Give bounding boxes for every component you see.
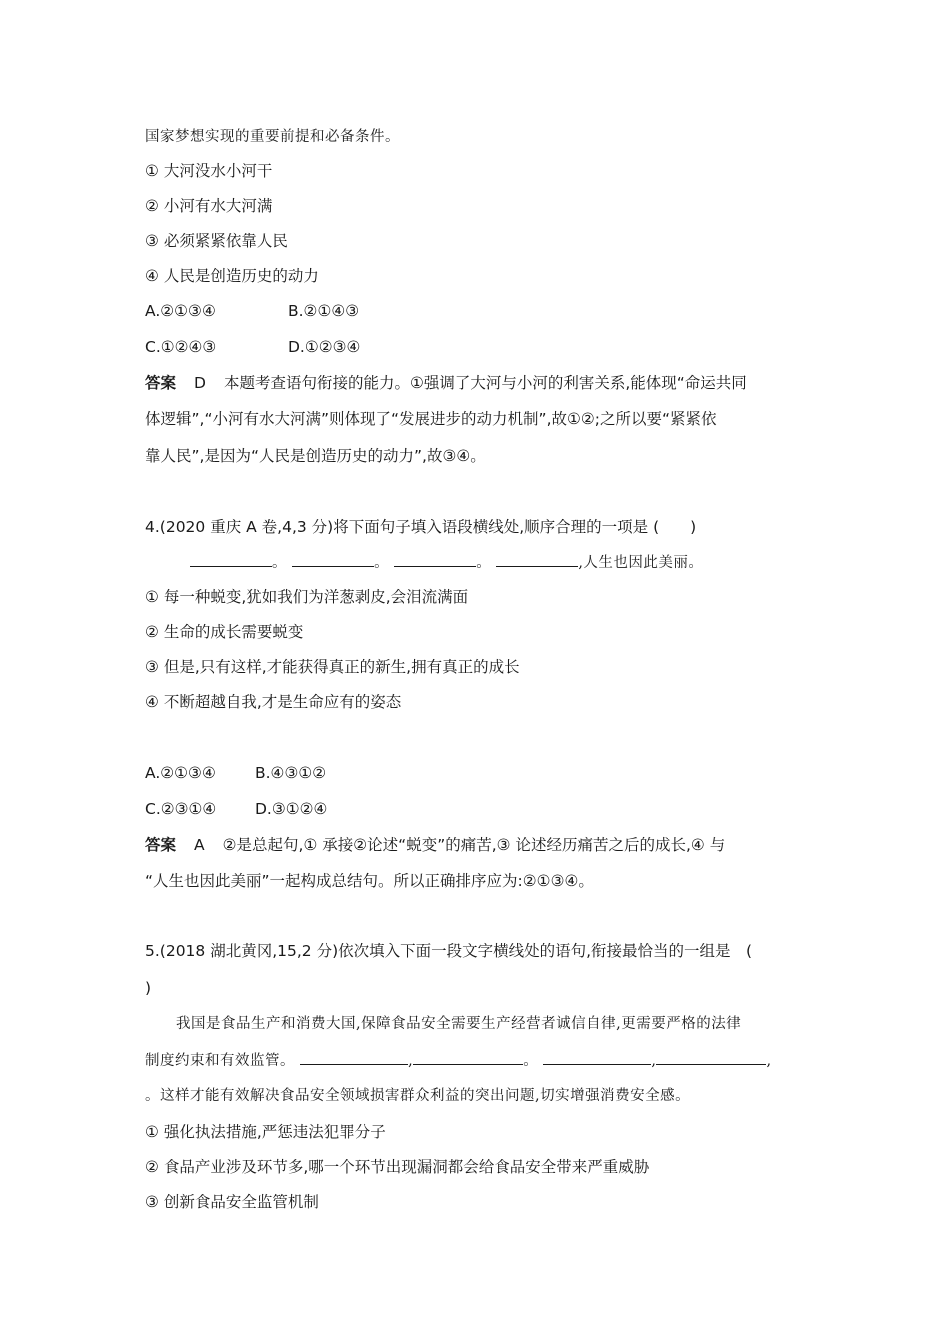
q5-item-3: ③ 创新食品安全监管机制: [145, 1193, 319, 1211]
q4-option-d: D.③①②④: [255, 800, 328, 818]
q3-option-b: B.②①④③: [288, 302, 360, 320]
q4-answer-line-2: “人生也因此美丽”一起构成总结句。所以正确排序应为:②①③④。: [145, 872, 594, 890]
q5-item-1: ① 强化执法措施,严惩违法犯罪分子: [145, 1123, 386, 1141]
q4-option-a: A.②①③④: [145, 764, 216, 782]
q4-tail: ,人生也因此美丽。: [578, 555, 704, 571]
q5-comma-3: ,: [766, 1053, 772, 1069]
q4-option-c: C.②③①④: [145, 800, 217, 818]
q5-stem-close: ): [145, 979, 152, 997]
q5-blank-4: [656, 1050, 766, 1065]
q3-answer-label: 答案: [145, 374, 177, 392]
q4-sep-2: 。: [374, 555, 390, 571]
q4-blank-1: [190, 552, 272, 567]
q4-sep-1: 。: [272, 555, 287, 571]
q4-answer-letter: A: [194, 836, 205, 854]
q5-blank-2: [413, 1050, 523, 1065]
q5-blank-3: [543, 1050, 651, 1065]
q3-item-4: ④ 人民是创造历史的动力: [145, 267, 319, 285]
q4-item-3: ③ 但是,只有这样,才能获得真正的新生,拥有真正的成长: [145, 658, 520, 676]
q3-answer-line-1: [145, 373, 747, 393]
q3-item-1: ① 大河没水小河干: [145, 162, 273, 180]
q4-blanks-line: [190, 552, 703, 573]
q4-blank-3: [394, 552, 476, 567]
q3-item-3: ③ 必须紧紧依靠人民: [145, 232, 288, 250]
q3-continuation: 国家梦想实现的重要前提和必备条件。: [145, 129, 400, 145]
q3-item-2: ② 小河有水大河满: [145, 197, 273, 215]
q4-item-2: ② 生命的成长需要蜕变: [145, 623, 304, 641]
q5-period: 。: [523, 1053, 539, 1069]
q5-blank-1: [300, 1050, 408, 1065]
q4-answer-line-1: [145, 835, 725, 855]
q5-paragraph-line-2: [145, 1050, 772, 1071]
q5-paragraph-line-3: 。这样才能有效解决食品安全领域损害群众利益的突出问题,切实增强消费安全感。: [145, 1088, 691, 1104]
q3-answer-text-1: 本题考查语句衔接的能力。①强调了大河与小河的利害关系,能体现“命运共同: [223, 374, 747, 392]
q5-stem: 5.(2018 湖北黄冈,15,2 分)依次填入下面一段文字横线处的语句,衔接最恰当的一组是 (: [145, 942, 753, 960]
q3-answer-line-2: 体逻辑”,“小河有水大河满”则体现了“发展进步的动力机制”,故①②;之所以要“紧紧依: [145, 410, 717, 428]
q4-item-1: ① 每一种蜕变,犹如我们为洋葱剥皮,会泪流满面: [145, 588, 469, 606]
q4-stem: 4.(2020 重庆 A 卷,4,3 分)将下面句子填入语段横线处,顺序合理的一项是 ( ): [145, 518, 697, 536]
q3-options-row-2: [145, 337, 360, 357]
q3-answer-line-3: 靠人民”,是因为“人民是创造历史的动力”,故③④。: [145, 447, 486, 465]
q4-answer-label: 答案: [145, 836, 177, 854]
q4-blank-4: [496, 552, 578, 567]
q3-option-a: A.②①③④: [145, 302, 216, 320]
q5-item-2: ② 食品产业涉及环节多,哪一个环节出现漏洞都会给食品安全带来严重威胁: [145, 1158, 650, 1176]
q5-comma-1: ,: [408, 1053, 414, 1069]
q4-blank-2: [292, 552, 374, 567]
q5-comma-2: ,: [651, 1053, 657, 1069]
q3-options-row-1: [145, 301, 359, 321]
q4-item-4: ④ 不断超越自我,才是生命应有的姿态: [145, 693, 402, 711]
q3-answer-letter: D: [194, 374, 206, 392]
q4-options-row-2: [145, 799, 327, 819]
q4-option-b: B.④③①②: [255, 764, 327, 782]
q3-option-d: D.①②③④: [288, 338, 361, 356]
q4-sep-3: 。: [476, 555, 492, 571]
q4-options-row-1: [145, 763, 326, 783]
q4-answer-text-1: ②是总起句,① 承接②论述“蜕变”的痛苦,③ 论述经历痛苦之后的成长,④ 与: [222, 836, 726, 854]
q5-paragraph-line-1: 我国是食品生产和消费大国,保障食品安全需要生产经营者诚信自律,更需要严格的法律: [176, 1016, 742, 1032]
q5-para2-start: 制度约束和有效监管。: [145, 1053, 295, 1069]
q3-option-c: C.①②④③: [145, 338, 217, 356]
